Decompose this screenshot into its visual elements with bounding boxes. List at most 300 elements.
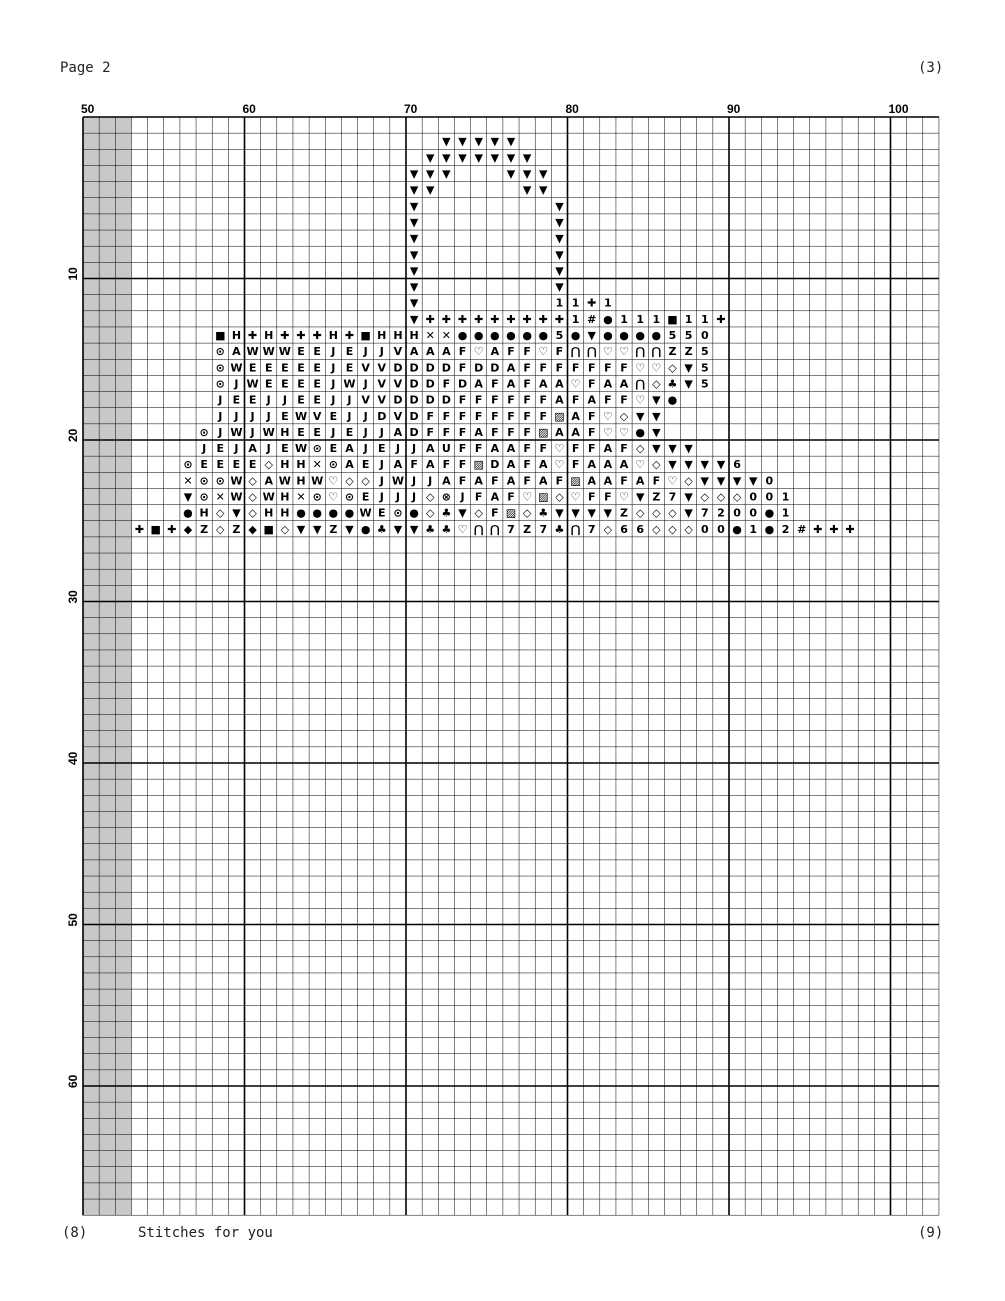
stitch-symbol: ▼: [506, 167, 516, 181]
stitch-symbol: ◇: [716, 490, 726, 504]
stitch-symbol: 1: [620, 312, 628, 326]
stitch-symbol: J: [363, 425, 368, 439]
stitch-symbol: ✕: [441, 329, 451, 343]
column-number-label: 60: [242, 102, 256, 116]
stitch-symbol: F: [620, 361, 628, 375]
stitch-symbol: F: [555, 345, 564, 359]
stitch-symbol: ♡: [473, 345, 484, 359]
stitch-symbol: J: [282, 393, 287, 407]
stitch-symbol: E: [264, 377, 273, 391]
stitch-symbol: F: [523, 474, 531, 488]
stitch-symbol: E: [281, 377, 289, 391]
stitch-symbol: J: [395, 490, 400, 504]
stitch-symbol: J: [234, 377, 239, 391]
stitch-symbol: ▼: [652, 393, 661, 407]
stitch-symbol: E: [297, 377, 305, 391]
stitch-symbol: A: [442, 345, 451, 359]
stitch-symbol: ♡: [602, 425, 613, 439]
stitch-symbol: ▼: [587, 506, 596, 520]
stitch-symbol: ●: [570, 329, 581, 343]
stitch-symbol: ◆: [183, 522, 193, 536]
stitch-symbol: A: [587, 458, 596, 472]
stitch-symbol: F: [491, 393, 499, 407]
stitch-symbol: E: [313, 345, 321, 359]
stitch-symbol: ▼: [425, 183, 435, 197]
stitch-symbol: ■: [150, 522, 161, 536]
stitch-symbol: ▼: [716, 458, 726, 472]
stitch-symbol: ♡: [554, 442, 565, 456]
stitch-symbol: ⊙: [312, 442, 322, 456]
stitch-symbol: A: [506, 474, 516, 488]
stitch-symbol: J: [379, 458, 384, 472]
stitch-symbol: ▼: [183, 490, 193, 504]
stitch-symbol: ■: [667, 312, 678, 326]
stitch-symbol: D: [490, 458, 500, 472]
stitch-symbol: 6: [733, 458, 741, 472]
stitch-symbol: ◇: [635, 506, 645, 520]
stitch-symbol: J: [395, 442, 400, 456]
stitch-symbol: ▼: [409, 232, 419, 246]
stitch-symbol: ♣: [538, 506, 549, 520]
stitch-symbol: F: [491, 377, 499, 391]
stitch-symbol: A: [555, 377, 564, 391]
stitch-symbol: A: [539, 474, 548, 488]
stitch-symbol: H: [264, 329, 274, 343]
stitch-symbol: ▼: [684, 506, 693, 520]
stitch-symbol: J: [250, 425, 255, 439]
stitch-symbol: ♡: [667, 474, 678, 488]
stitch-symbol: D: [393, 361, 403, 375]
stitch-symbol: ▨: [505, 506, 517, 520]
stitch-symbol: ♡: [522, 490, 533, 504]
stitch-symbol: J: [363, 409, 368, 423]
stitch-symbol: ◇: [700, 490, 710, 504]
stitch-symbol: ◇: [652, 522, 661, 536]
stitch-symbol: ⋂: [587, 345, 597, 359]
stitch-symbol: ◇: [619, 409, 629, 423]
stitch-symbol: ▼: [700, 474, 710, 488]
stitch-symbol: ●: [344, 506, 355, 520]
stitch-symbol: ⊙: [393, 506, 403, 520]
stitch-symbol: ✕: [215, 490, 225, 504]
stitch-symbol: ⊙: [215, 377, 225, 391]
stitch-symbol: D: [409, 393, 419, 407]
stitch-symbol: ▼: [409, 522, 419, 536]
stitch-symbol: E: [248, 361, 257, 375]
stitch-symbol: ⊙: [183, 458, 193, 472]
stitch-symbol: Z: [329, 522, 338, 536]
stitch-symbol: A: [442, 474, 451, 488]
stitch-symbol: ▼: [506, 151, 516, 165]
stitch-symbol: ▼: [490, 135, 500, 149]
stitch-symbol: ♡: [538, 345, 549, 359]
stitch-symbol: D: [409, 409, 419, 423]
stitch-symbol: 0: [717, 522, 725, 536]
stitch-symbol: J: [331, 393, 336, 407]
stitch-symbol: W: [343, 377, 356, 391]
stitch-symbol: 1: [604, 296, 612, 310]
stitch-symbol: ●: [603, 329, 613, 343]
stitch-symbol: E: [329, 442, 338, 456]
stitch-symbol: D: [377, 409, 387, 423]
stitch-symbol: D: [474, 361, 484, 375]
stitch-symbol: ♣: [441, 522, 452, 536]
stitch-symbol: H: [328, 329, 338, 343]
stitch-symbol: ▼: [748, 474, 758, 488]
stitch-symbol: A: [474, 377, 483, 391]
stitch-symbol: ◆: [248, 522, 257, 536]
stitch-symbol: J: [412, 490, 417, 504]
stitch-symbol: ◇: [684, 474, 693, 488]
stitch-symbol: ✚: [344, 329, 355, 343]
stitch-symbol: ●: [732, 522, 742, 536]
stitch-symbol: ⊗: [441, 490, 451, 504]
stitch-symbol: Z: [684, 345, 693, 359]
stitch-symbol: ▨: [570, 474, 581, 488]
stitch-symbol: ✚: [490, 312, 500, 326]
stitch-symbol: ♡: [602, 409, 613, 423]
stitch-symbol: ♣: [441, 506, 452, 520]
stitch-symbol: 0: [700, 522, 709, 536]
stitch-symbol: F: [474, 442, 483, 456]
stitch-symbol: ▼: [571, 506, 580, 520]
stitch-symbol: D: [409, 425, 419, 439]
stitch-symbol: ▼: [555, 199, 564, 213]
stitch-symbol: F: [474, 409, 483, 423]
stitch-symbol: J: [266, 442, 271, 456]
stitch-symbol: 1: [571, 296, 580, 310]
stitch-symbol: F: [442, 425, 451, 439]
stitch-symbol: ⊙: [199, 425, 209, 439]
stitch-symbol: ▼: [490, 151, 500, 165]
stitch-symbol: J: [363, 345, 368, 359]
stitch-symbol: V: [393, 409, 403, 423]
stitch-symbol: ♡: [570, 490, 581, 504]
stitch-symbol: ✚: [845, 522, 855, 536]
stitch-symbol: F: [604, 361, 612, 375]
stitch-symbol: 1: [781, 506, 790, 520]
stitch-symbol: ✚: [538, 312, 548, 326]
stitch-symbol: ✕: [425, 329, 435, 343]
stitch-symbol: 5: [700, 377, 709, 391]
stitch-symbol: ▼: [522, 183, 532, 197]
stitch-symbol: ♣: [376, 522, 387, 536]
stitch-symbol: F: [571, 458, 580, 472]
stitch-symbol: E: [313, 361, 321, 375]
stitch-symbol: F: [555, 361, 564, 375]
stitch-symbol: ●: [764, 506, 775, 520]
stitch-symbol: ◇: [425, 506, 435, 520]
stitch-symbol: F: [491, 506, 499, 520]
stitch-symbol: ♡: [602, 345, 613, 359]
stitch-symbol: ▼: [668, 442, 677, 456]
stitch-symbol: ▼: [684, 361, 693, 375]
stitch-symbol: ♡: [570, 377, 581, 391]
stitch-symbol: 0: [749, 506, 758, 520]
stitch-symbol: E: [345, 361, 354, 375]
stitch-symbol: ●: [409, 506, 419, 520]
stitch-symbol: J: [428, 474, 433, 488]
stitch-symbol: ♡: [619, 425, 629, 439]
stitch-symbol: V: [377, 361, 387, 375]
stitch-symbol: ▼: [442, 135, 451, 149]
stitch-symbol: E: [281, 361, 289, 375]
stitch-symbol: ▼: [296, 522, 306, 536]
stitch-symbol: E: [361, 458, 370, 472]
stitch-symbol: D: [409, 361, 419, 375]
stitch-symbol: ♡: [635, 361, 646, 375]
stitch-symbol: ✕: [183, 474, 193, 488]
stitch-symbol: A: [619, 377, 629, 391]
stitch-symbol: ♣: [554, 522, 565, 536]
stitch-symbol: F: [539, 361, 548, 375]
stitch-symbol: H: [393, 329, 403, 343]
stitch-symbol: ◇: [216, 522, 225, 536]
stitch-symbol: ■: [360, 329, 371, 343]
stitch-symbol: D: [457, 377, 468, 391]
stitch-symbol: ▼: [345, 522, 354, 536]
stitch-symbol: F: [458, 345, 467, 359]
stitch-symbol: H: [280, 458, 290, 472]
stitch-symbol: F: [507, 490, 515, 504]
stitch-symbol: J: [379, 345, 384, 359]
stitch-symbol: ✚: [457, 312, 468, 326]
stitch-symbol: ♡: [554, 458, 565, 472]
stitch-symbol: J: [218, 425, 223, 439]
stitch-symbol: J: [412, 442, 417, 456]
stitch-symbol: ▼: [409, 248, 419, 262]
stitch-symbol: F: [539, 442, 548, 456]
stitch-symbol: ◇: [248, 506, 257, 520]
stitch-symbol: F: [426, 425, 434, 439]
stitch-symbol: ▼: [555, 232, 564, 246]
stitch-symbol: F: [458, 474, 467, 488]
stitch-symbol: 2: [717, 506, 725, 520]
stitch-symbol: ✚: [813, 522, 823, 536]
stitch-symbol: 1: [700, 312, 709, 326]
stitch-symbol: ●: [603, 312, 613, 326]
stitch-symbol: F: [458, 409, 467, 423]
stitch-symbol: ▼: [458, 151, 467, 165]
stitch-symbol: ▨: [538, 490, 549, 504]
stitch-symbol: F: [555, 474, 564, 488]
stitch-symbol: D: [425, 393, 435, 407]
stitch-symbol: J: [412, 474, 417, 488]
stitch-symbol: ◇: [280, 522, 290, 536]
stitch-symbol: ◇: [652, 377, 661, 391]
stitch-symbol: W: [311, 474, 324, 488]
row-number-label: 10: [66, 267, 80, 281]
stitch-symbol: ▼: [635, 490, 645, 504]
stitch-symbol: A: [393, 425, 403, 439]
stitch-symbol: ▼: [652, 425, 661, 439]
stitch-symbol: ▼: [587, 329, 596, 343]
column-number-label: 70: [404, 102, 418, 116]
stitch-symbol: 2: [781, 522, 790, 536]
stitch-symbol: ▼: [555, 280, 564, 294]
stitch-symbol: ▼: [555, 248, 564, 262]
stitch-symbol: ▼: [425, 167, 435, 181]
stitch-symbol: ●: [360, 522, 371, 536]
stitch-symbol: ♡: [651, 361, 662, 375]
stitch-symbol: J: [331, 345, 336, 359]
stitch-symbol: J: [460, 490, 465, 504]
stitch-symbol: F: [474, 393, 483, 407]
stitch-symbol: ●: [651, 329, 662, 343]
stitch-symbol: ⊙: [199, 474, 209, 488]
stitch-symbol: F: [458, 393, 467, 407]
stitch-symbol: 1: [684, 312, 693, 326]
stitch-symbol: A: [506, 442, 516, 456]
stitch-symbol: ▼: [458, 506, 467, 520]
stitch-symbol: W: [391, 474, 404, 488]
stitch-symbol: A: [571, 409, 580, 423]
stitch-symbol: W: [278, 474, 291, 488]
stitch-symbol: V: [377, 393, 387, 407]
stitch-symbol: F: [410, 458, 418, 472]
stitch-symbol: J: [363, 377, 368, 391]
stitch-symbol: ✚: [441, 312, 451, 326]
stitch-symbol: F: [652, 474, 661, 488]
stitch-symbol: ▼: [409, 264, 419, 278]
stitch-symbol: ⊙: [215, 361, 225, 375]
stitch-symbol: F: [620, 393, 628, 407]
stitch-symbol: ●: [522, 329, 532, 343]
stitch-symbol: ♣: [425, 522, 436, 536]
stitch-symbol: F: [604, 490, 612, 504]
stitch-symbol: H: [377, 329, 387, 343]
stitch-symbol: ▼: [652, 409, 661, 423]
stitch-symbol: A: [539, 458, 548, 472]
stitch-symbol: A: [409, 345, 419, 359]
stitch-symbol: W: [262, 345, 275, 359]
stitch-symbol: ▼: [684, 442, 693, 456]
stitch-symbol: ✚: [587, 296, 597, 310]
stitch-symbol: ▼: [409, 296, 419, 310]
stitch-symbol: D: [441, 393, 451, 407]
stitch-symbol: E: [313, 425, 321, 439]
stitch-symbol: ◇: [603, 522, 613, 536]
stitch-symbol: ●: [296, 506, 306, 520]
stitch-symbol: ♡: [635, 393, 646, 407]
stitch-symbol: ⋂: [651, 345, 661, 359]
stitch-symbol: E: [297, 425, 305, 439]
stitch-symbol: A: [603, 442, 613, 456]
stitch-symbol: ●: [473, 329, 484, 343]
stitch-symbol: F: [458, 361, 467, 375]
stitch-symbol: A: [264, 474, 273, 488]
stitch-symbol: F: [587, 377, 596, 391]
stitch-symbol: 6: [620, 522, 628, 536]
stitch-symbol: F: [620, 442, 628, 456]
stitch-symbol: F: [539, 409, 548, 423]
stitch-symbol: ●: [312, 506, 322, 520]
stitch-symbol: H: [280, 506, 290, 520]
stitch-symbol: V: [361, 393, 370, 407]
stitch-symbol: ✚: [296, 329, 306, 343]
stitch-symbol: Z: [668, 345, 677, 359]
stitch-symbol: ▼: [539, 167, 548, 181]
stitch-symbol: J: [234, 442, 239, 456]
stitch-symbol: ▼: [474, 151, 483, 165]
stitch-symbol: W: [359, 506, 372, 520]
stitch-symbol: F: [491, 474, 499, 488]
stitch-symbol: F: [523, 442, 531, 456]
stitch-symbol: A: [555, 393, 564, 407]
stitch-symbol: D: [425, 377, 435, 391]
column-number-label: 50: [81, 102, 95, 116]
stitch-symbol: W: [294, 442, 308, 456]
stitch-symbol: 7: [507, 522, 515, 536]
stitch-symbol: W: [262, 425, 275, 439]
row-number-label: 60: [66, 1074, 80, 1088]
stitch-symbol: ▼: [700, 458, 710, 472]
stitch-symbol: ◇: [652, 458, 661, 472]
stitch-symbol: F: [458, 425, 467, 439]
page-header-left: Page 2: [60, 60, 111, 76]
stitch-symbol: W: [230, 425, 243, 439]
stitch-symbol: ⊙: [312, 490, 322, 504]
stitch-symbol: F: [523, 409, 531, 423]
stitch-symbol: F: [587, 409, 596, 423]
stitch-symbol: 0: [765, 490, 774, 504]
stitch-symbol: H: [199, 506, 209, 520]
stitch-symbol: F: [539, 393, 548, 407]
stitch-symbol: 0: [749, 490, 758, 504]
stitch-symbol: F: [620, 474, 628, 488]
stitch-symbol: ♡: [328, 490, 339, 504]
stitch-symbol: ✕: [312, 458, 322, 472]
row-number-label: 20: [66, 428, 80, 442]
stitch-symbol: W: [262, 490, 275, 504]
stitch-symbol: ▼: [555, 215, 564, 229]
stitch-symbol: A: [539, 377, 548, 391]
stitch-symbol: 0: [765, 474, 774, 488]
stitch-symbol: ♣: [667, 377, 678, 391]
stitch-symbol: 6: [636, 522, 645, 536]
stitch-symbol: F: [587, 490, 596, 504]
stitch-symbol: A: [425, 458, 435, 472]
stitch-symbol: F: [523, 425, 531, 439]
stitch-symbol: F: [426, 409, 434, 423]
stitch-symbol: W: [246, 377, 259, 391]
row-number-label: 50: [66, 913, 80, 927]
stitch-symbol: A: [603, 474, 613, 488]
stitch-symbol: ✚: [716, 312, 726, 326]
column-number-label: 100: [888, 102, 909, 116]
stitch-symbol: A: [619, 458, 629, 472]
stitch-symbol: F: [458, 442, 467, 456]
stitch-symbol: Z: [232, 522, 241, 536]
stitch-symbol: Z: [200, 522, 209, 536]
stitch-symbol: ♡: [457, 522, 468, 536]
stitch-symbol: H: [296, 474, 306, 488]
stitch-symbol: A: [603, 458, 613, 472]
stitch-symbol: Z: [620, 506, 629, 520]
stitch-symbol: ⋂: [635, 377, 645, 391]
stitch-symbol: E: [297, 393, 305, 407]
stitch-symbol: ✚: [167, 522, 177, 536]
stitch-symbol: H: [409, 329, 419, 343]
stitch-symbol: H: [280, 425, 290, 439]
stitch-symbol: ◇: [684, 522, 693, 536]
stitch-symbol: ◇: [216, 506, 225, 520]
stitch-symbol: E: [248, 458, 257, 472]
stitch-symbol: J: [331, 425, 336, 439]
stitch-symbol: ◇: [474, 506, 483, 520]
stitch-symbol: ♡: [619, 490, 629, 504]
stitch-symbol: F: [507, 425, 515, 439]
